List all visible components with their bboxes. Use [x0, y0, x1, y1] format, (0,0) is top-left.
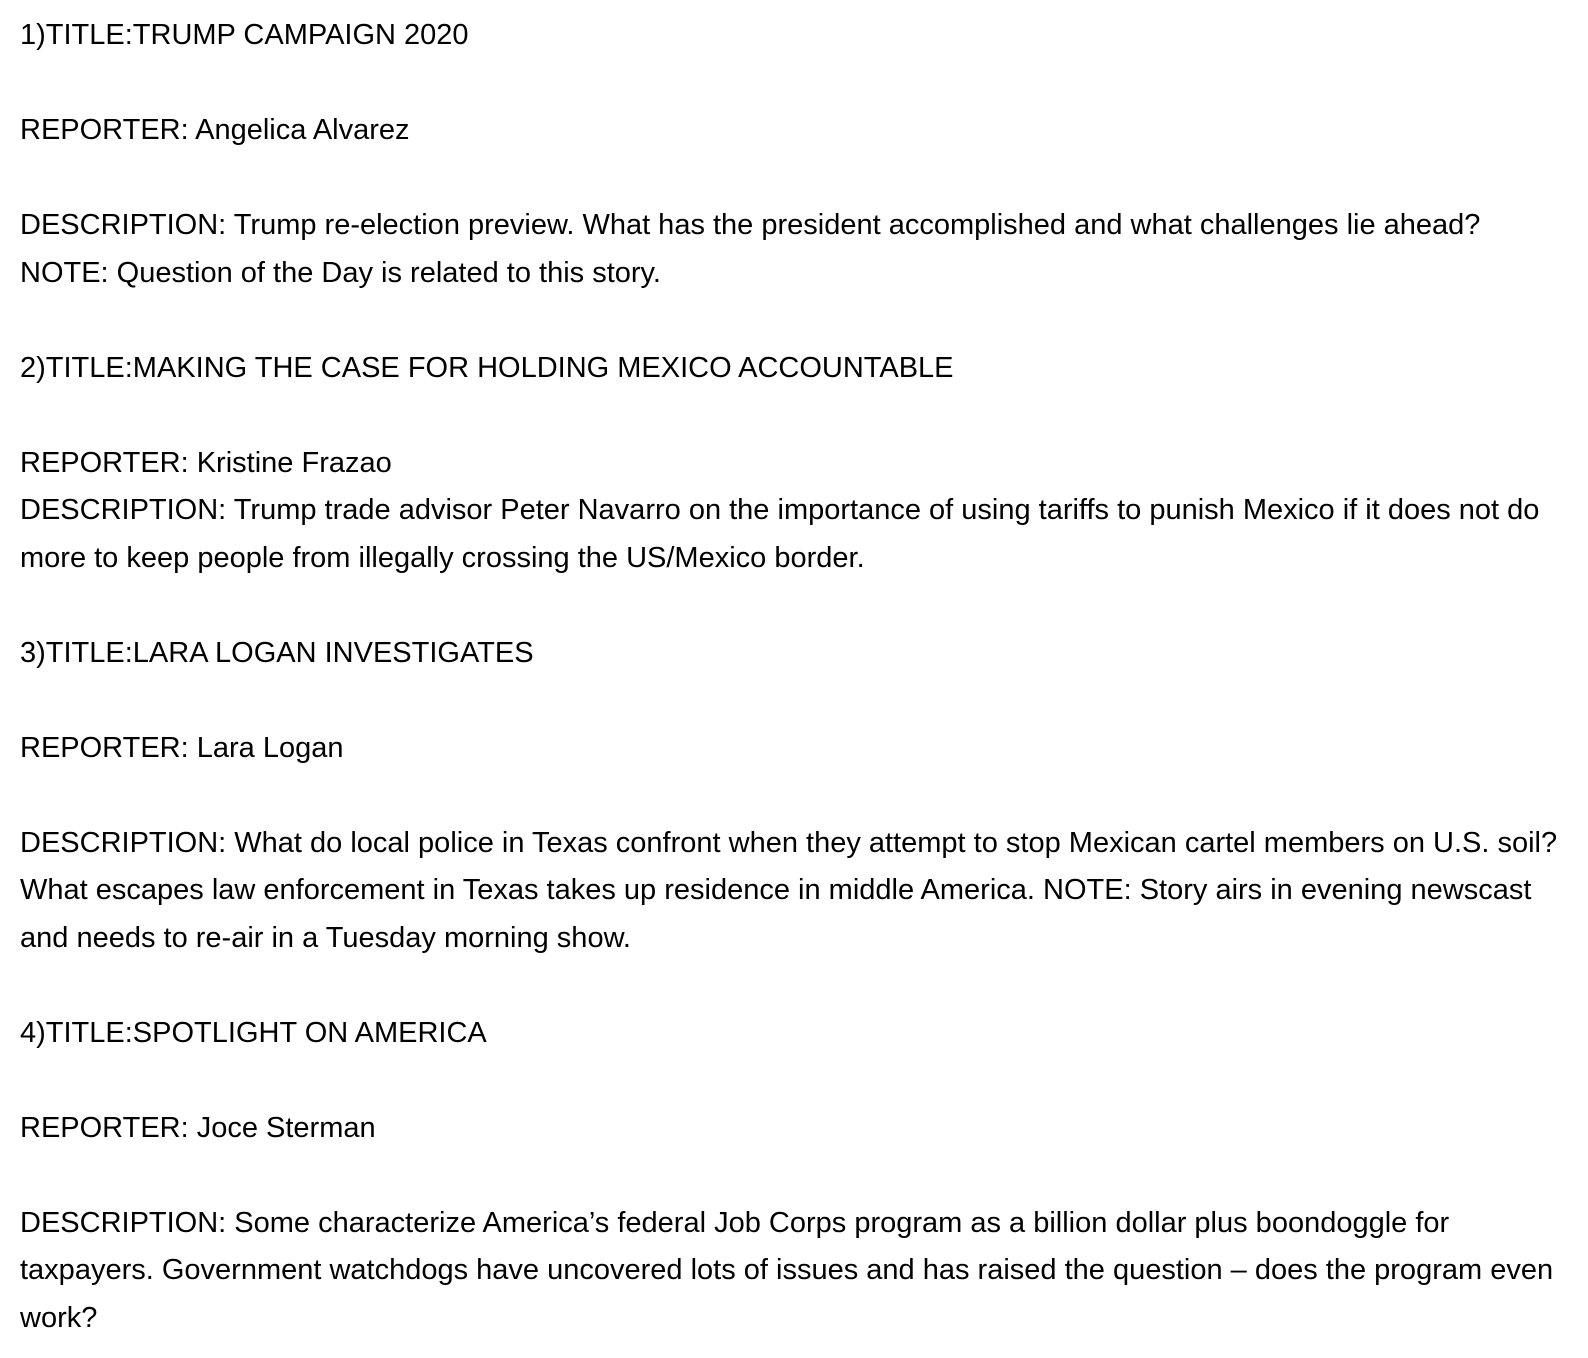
blank-line — [20, 1057, 1578, 1105]
blank-line — [20, 677, 1578, 725]
blank-line — [20, 582, 1578, 630]
story-2-title: 2)TITLE:MAKING THE CASE FOR HOLDING MEXICO ACCOUNTABLE — [20, 351, 954, 384]
story-2-reporter: REPORTER: Kristine Frazao — [20, 446, 392, 479]
story-3-title: 3)TITLE:LARA LOGAN INVESTIGATES — [20, 636, 534, 669]
blank-line — [20, 772, 1578, 820]
blank-line — [20, 962, 1578, 1010]
story-2-description: DESCRIPTION: Trump trade advisor Peter Navarro on the importance of using tariffs to punish Mexico if it does not do more to keep people from illegally crossing the US/Mexico border. — [20, 494, 1548, 574]
story-3-reporter: REPORTER: Lara Logan — [20, 731, 344, 764]
blank-line — [20, 1152, 1578, 1200]
story-4-title: 4)TITLE:SPOTLIGHT ON AMERICA — [20, 1016, 487, 1049]
story-4-reporter: REPORTER: Joce Sterman — [20, 1111, 376, 1144]
story-1-title: 1)TITLE:TRUMP CAMPAIGN 2020 — [20, 19, 469, 51]
blank-line — [20, 297, 1578, 345]
story-4-description: DESCRIPTION: Some characterize America’s federal Job Corps program as a billion dollar plus boondoggle for taxpayers. Government watchdogs have uncovered lots of issues and has raised the question – does the program even work? — [20, 1206, 1562, 1334]
story-1-reporter: REPORTER: Angelica Alvarez — [20, 114, 410, 146]
story-1-description: DESCRIPTION: Trump re-election preview. What has the president accomplished and what challenges lie ahead? NOTE: Question of the Day is related to this story. — [20, 209, 1497, 289]
blank-line — [20, 155, 1578, 203]
blank-line — [20, 392, 1578, 440]
story-3-description: DESCRIPTION: What do local police in Texas confront when they attempt to stop Mexican cartel members on U.S. soil? What escapes law enforcement in Texas takes up residence in middle America. NOTE: Story airs in evening newscast and needs to re-air in a Tuesday morning show. — [20, 826, 1566, 954]
blank-line — [20, 60, 1578, 108]
